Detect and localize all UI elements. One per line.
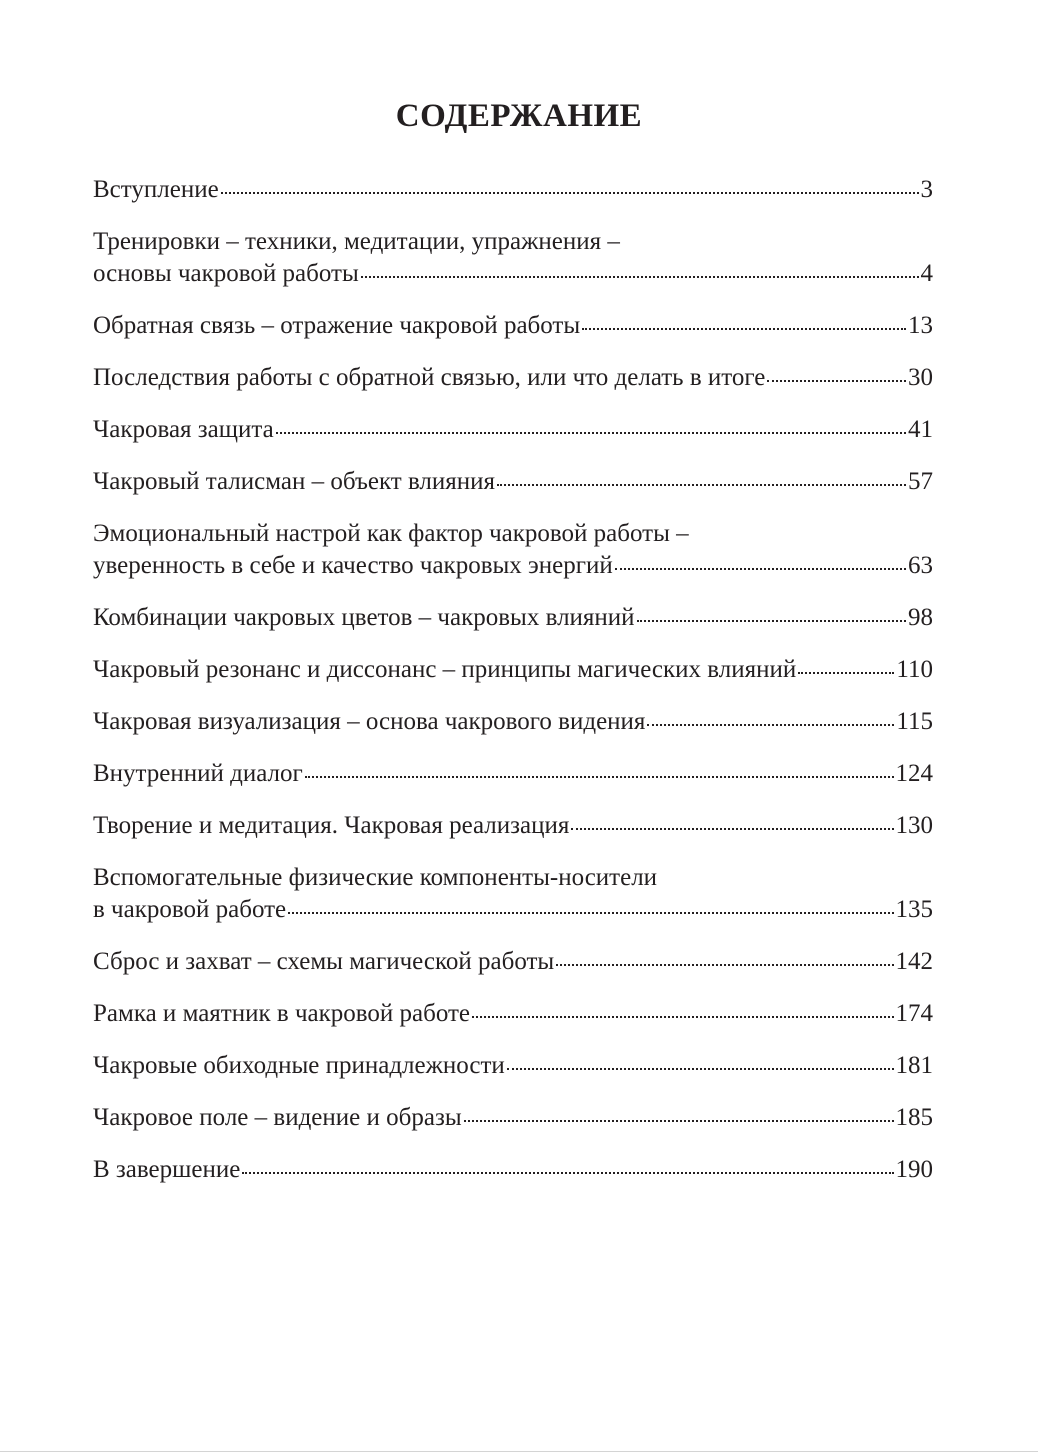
dot-leader	[497, 484, 906, 486]
toc-entry-title: в чакровой работе	[93, 896, 287, 923]
page-title: СОДЕРЖАНИЕ	[395, 98, 643, 134]
toc-entry-line	[93, 654, 933, 686]
toc-entry[interactable]	[93, 1050, 933, 1082]
toc-entry-line	[93, 258, 933, 290]
dot-leader	[221, 192, 919, 194]
toc-page-number: 98	[908, 604, 933, 631]
toc-entry-title: Чакровое поле – видение и образы	[93, 1104, 462, 1131]
toc-entry-title: Чакровая визуализация – основа чакрового видения	[93, 708, 646, 735]
toc-entry-title: Сброс и захват – схемы магической работы	[93, 948, 555, 975]
page-bottom-rule	[0, 1451, 1038, 1452]
toc-entry[interactable]	[93, 602, 933, 634]
toc-page-number: 174	[895, 1000, 933, 1027]
toc-page-number: 110	[896, 656, 933, 683]
toc-page-number: 4	[920, 260, 933, 287]
toc-entry[interactable]	[93, 862, 933, 926]
toc-page-number: 13	[908, 312, 933, 339]
toc-entry-title-line1: Тренировки – техники, медитации, упражнения –	[93, 228, 620, 255]
dot-leader	[571, 828, 893, 830]
toc-entry[interactable]	[93, 1154, 933, 1186]
toc-entry[interactable]	[93, 310, 933, 342]
dot-leader	[615, 568, 906, 570]
toc-page-number: 30	[908, 364, 933, 391]
toc-entry-title: Комбинации чакровых цветов – чакровых влияний	[93, 604, 635, 631]
toc-entry[interactable]	[93, 946, 933, 978]
toc-entry-title: уверенность в себе и качество чакровых энергий	[93, 552, 613, 579]
toc-entry[interactable]	[93, 654, 933, 686]
toc-entry-line	[93, 946, 933, 978]
dot-leader	[582, 328, 906, 330]
dot-leader	[288, 912, 893, 914]
toc-page-number: 57	[908, 468, 933, 495]
toc-entry[interactable]	[93, 362, 933, 394]
toc-entry-line	[93, 758, 933, 790]
dot-leader	[647, 724, 894, 726]
toc-page-number: 185	[895, 1104, 933, 1131]
toc-entry[interactable]	[93, 758, 933, 790]
toc-page-number: 63	[908, 552, 933, 579]
toc-entry[interactable]	[93, 1102, 933, 1134]
toc-entry-line	[93, 1050, 933, 1082]
dot-leader	[507, 1068, 894, 1070]
toc-entry-line	[93, 706, 933, 738]
dot-leader	[276, 432, 906, 434]
toc-entry[interactable]	[93, 810, 933, 842]
toc-page-number: 41	[908, 416, 933, 443]
dot-leader	[637, 620, 906, 622]
toc-entry-line	[93, 602, 933, 634]
toc-entry-title: Внутренний диалог	[93, 760, 303, 787]
toc-page-number: 181	[895, 1052, 933, 1079]
toc-entry-line	[93, 894, 933, 926]
toc-entry-title: основы чакровой работы	[93, 260, 359, 287]
toc-entry-title: Чакровые обиходные принадлежности	[93, 1052, 505, 1079]
toc-entry-title-line1: Эмоциональный настрой как фактор чакровой работы –	[93, 520, 689, 547]
toc-entry[interactable]	[93, 466, 933, 498]
dot-leader	[305, 776, 894, 778]
toc-entry-line	[93, 998, 933, 1030]
toc-entry-line	[93, 174, 933, 206]
toc-entry-title: Чакровая защита	[93, 416, 274, 443]
toc-entry-line	[93, 810, 933, 842]
dot-leader	[798, 672, 894, 674]
toc-entry[interactable]	[93, 226, 933, 290]
toc-entry-title: Творение и медитация. Чакровая реализация	[93, 812, 570, 839]
toc-entry[interactable]	[93, 414, 933, 446]
table-of-contents	[93, 174, 933, 1206]
toc-entry[interactable]	[93, 706, 933, 738]
dot-leader	[242, 1172, 893, 1174]
toc-entry-line	[93, 414, 933, 446]
toc-entry-title: Вступление	[93, 176, 219, 203]
dot-leader	[767, 380, 906, 382]
toc-page-number: 135	[895, 896, 933, 923]
toc-entry-line	[93, 1154, 933, 1186]
toc-page-number: 3	[920, 176, 933, 203]
toc-entry-title-line1: Вспомогательные физические компоненты-носители	[93, 864, 658, 891]
toc-entry-title: Чакровый талисман – объект влияния	[93, 468, 496, 495]
dot-leader	[556, 964, 893, 966]
toc-entry-title: Обратная связь – отражение чакровой работы	[93, 312, 581, 339]
toc-entry[interactable]	[93, 174, 933, 206]
toc-page-number: 190	[895, 1156, 933, 1183]
toc-entry-title: В завершение	[93, 1156, 241, 1183]
toc-entry-line	[93, 466, 933, 498]
toc-entry-title: Рамка и маятник в чакровой работе	[93, 1000, 471, 1027]
toc-page-number: 142	[895, 948, 933, 975]
dot-leader	[472, 1016, 893, 1018]
toc-page-number: 115	[896, 708, 933, 735]
toc-entry[interactable]	[93, 998, 933, 1030]
dot-leader	[464, 1120, 894, 1122]
toc-page-number: 130	[895, 812, 933, 839]
toc-entry-line	[93, 362, 933, 394]
toc-entry[interactable]	[93, 518, 933, 582]
toc-entry-line	[93, 550, 933, 582]
toc-entry-line	[93, 310, 933, 342]
dot-leader	[361, 276, 919, 278]
toc-page-number: 124	[895, 760, 933, 787]
toc-entry-title: Чакровый резонанс и диссонанс – принципы магических влияний	[93, 656, 797, 683]
toc-entry-title: Последствия работы с обратной связью, или что делать в итоге	[93, 364, 766, 391]
toc-entry-line	[93, 1102, 933, 1134]
